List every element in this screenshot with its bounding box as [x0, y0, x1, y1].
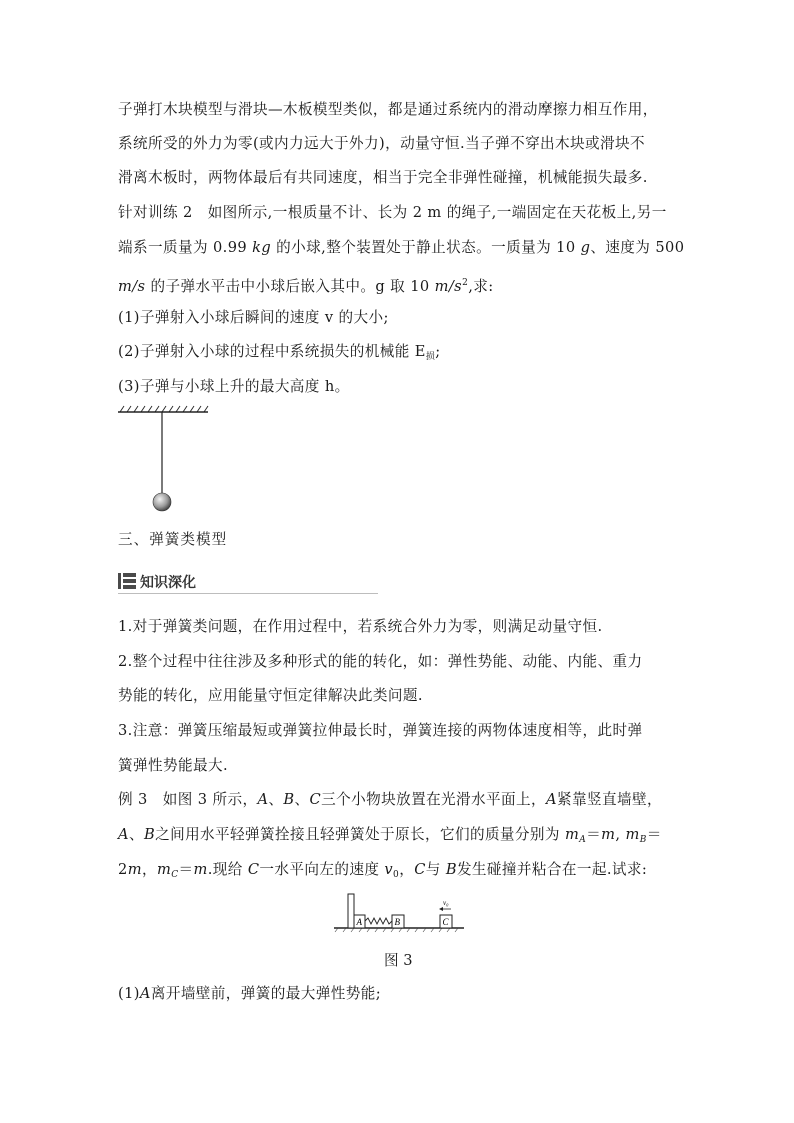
para1-line1: 子弹打木块模型与滑块—木板模型类似，都是通过系统内的滑动摩擦力相互作用，: [118, 101, 658, 118]
spring: [365, 918, 392, 924]
point-3-line2: 簧弹性势能最大.: [118, 757, 228, 774]
para1-line2: 系统所受的外力为零(或内力远大于外力)，动量守恒.当子弹不穿出木块或滑块不: [118, 135, 646, 152]
exercise-line1: 针对训练 2 如图所示,一根质量不计、长为 2 m 的绳子,一端固定在天花板上,另一: [118, 204, 667, 221]
velocity-label: v₀: [443, 899, 449, 907]
point-2-line2: 势能的转化，应用能量守恒定律解决此类问题.: [118, 687, 423, 704]
exercise-question2: (2)子弹射入小球的过程中系统损失的机械能 $E_损$;: [118, 343, 441, 362]
block-c-label: C: [442, 917, 449, 927]
pendulum-figure: [114, 404, 214, 516]
para1-line3: 滑离木板时，两物体最后有共同速度，相当于完全非弹性碰撞，机械能损失最多.: [118, 169, 648, 186]
example-line3: 2m，$m_C=m$.现给 C一水平向左的速度 $v_0$，C与 B发生碰撞并粘合在一起.试求:: [118, 861, 648, 880]
figure-caption: 图 3: [384, 952, 413, 969]
example-line1: 例 3 如图 3 所示，A、B、C三个小物块放置在光滑水平面上，A紧靠竖直墙壁，: [118, 791, 662, 808]
figure-3: [330, 890, 470, 938]
velocity-arrowhead: [439, 907, 443, 911]
tag-label: 知识深化: [140, 575, 196, 591]
ceiling-hatch: [120, 406, 208, 412]
block-a-label: A: [356, 917, 362, 927]
ball: [153, 493, 171, 511]
point-3-line1: 3.注意：弹簧压缩最短或弹簧拉伸最长时，弹簧连接的两物体速度相等，此时弹: [118, 722, 643, 739]
example-line2: A、B之间用水平轻弹簧拴接且轻弹簧处于原长，它们的质量分别为 $m_A=m$, $m_B=$: [118, 826, 662, 845]
bars-icon: [118, 573, 136, 589]
exercise-line3: m/s 的子弹水平击中小球后嵌入其中。g 取 10 $m/s^2$,求:: [118, 278, 494, 295]
exercise-question3: (3)子弹与小球上升的最大高度 h。: [118, 378, 350, 395]
point-2-line1: 2.整个过程中往往涉及多种形式的能的转化，如：弹性势能、动能、内能、重力: [118, 653, 643, 670]
section-title: 三、弹簧类模型: [118, 531, 228, 548]
wall: [348, 894, 354, 928]
example-question1: (1)A离开墙壁前，弹簧的最大弹性势能;: [118, 985, 382, 1002]
exercise-question1: (1)子弹射入小球后瞬间的速度 v 的大小;: [118, 309, 389, 326]
point-1: 1.对于弹簧类问题，在作用过程中，若系统合外力为零，则满足动量守恒.: [118, 618, 603, 635]
exercise-line2: 端系一质量为 0.99 kg 的小球,整个装置处于静止状态。一质量为 10 g、速度为 500: [118, 239, 685, 256]
knowledge-tag: [118, 571, 378, 594]
block-b-label: B: [394, 917, 400, 927]
